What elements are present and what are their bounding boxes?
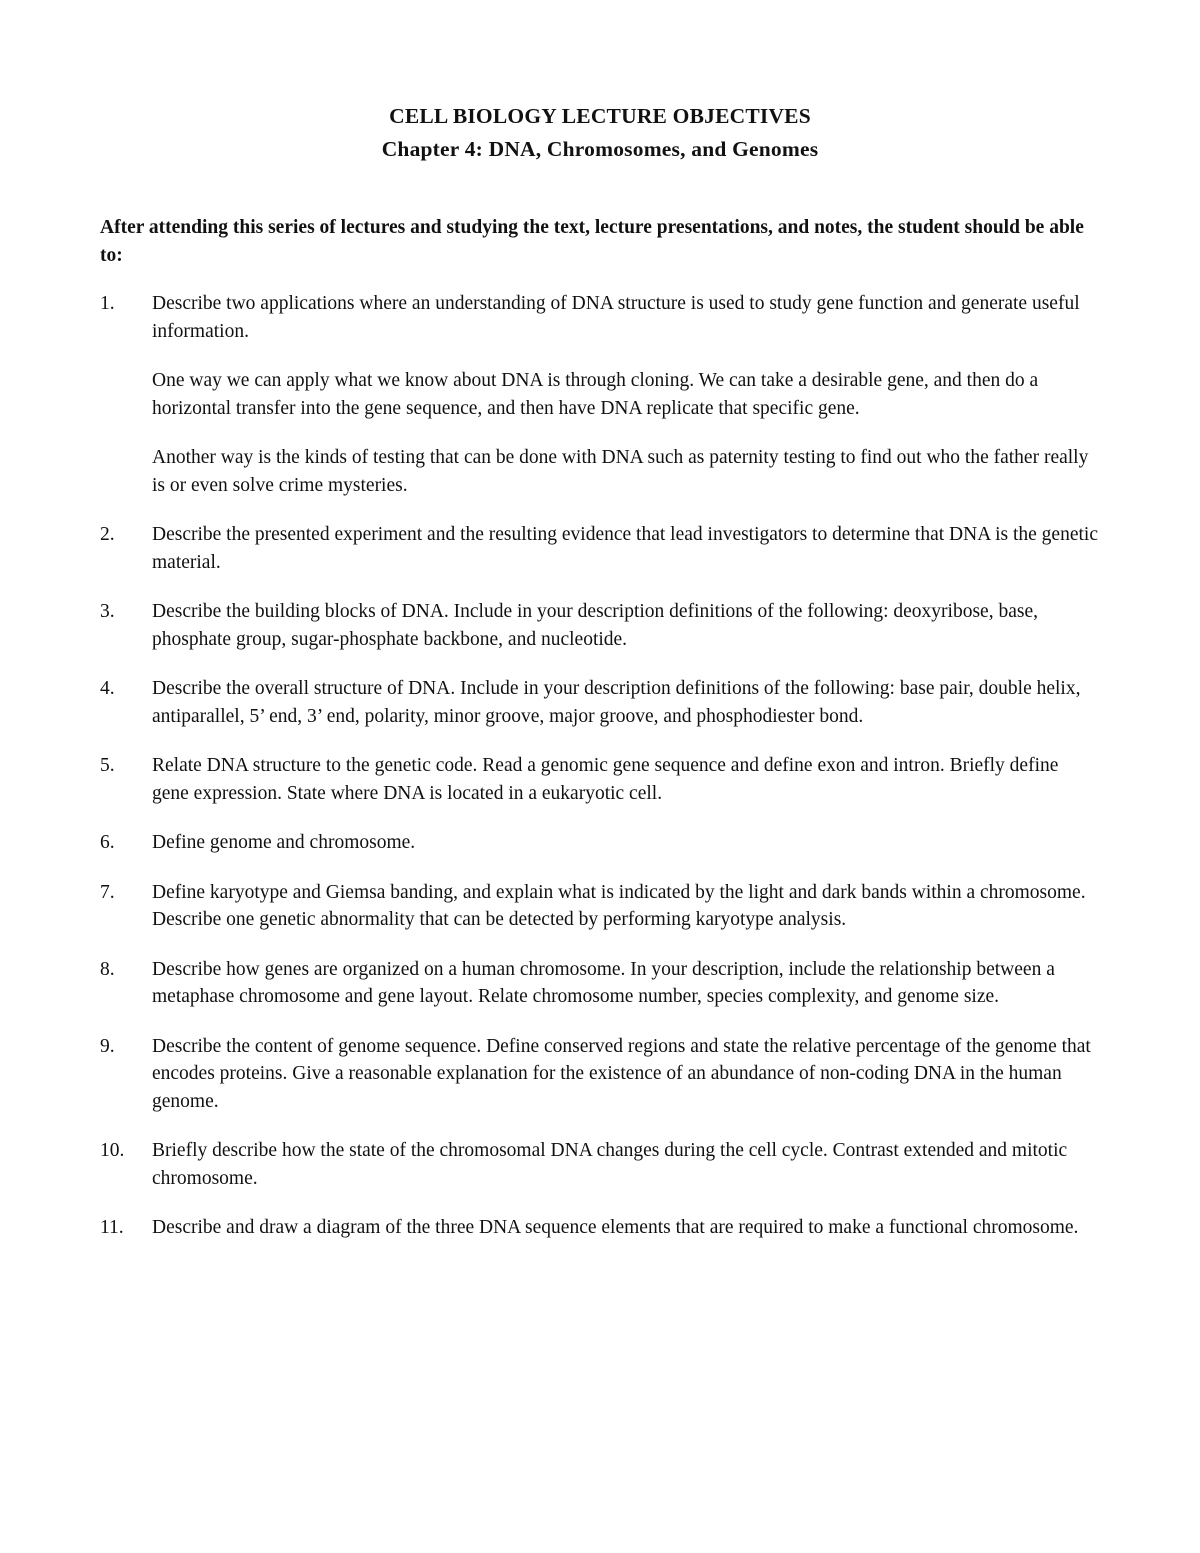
objective-answer: Another way is the kinds of testing that can be done with DNA such as paternity testing to find out who the father really is or even solve crime mysteries. (152, 447, 1089, 496)
objective-text: Define karyotype and Giemsa banding, and explain what is indicated by the light and dark bands within a chromosome. Describe one genetic abnormality that can be detected by performing karyotype analysis. (152, 881, 1086, 930)
chapter-subtitle: Chapter 4: DNA, Chromosomes, and Genomes (381, 137, 819, 161)
objective-number: 3. (100, 601, 115, 622)
objective-text: Relate DNA structure to the genetic code. Read a genomic gene sequence and define exon and intron. Briefly define gene expression. State where DNA is located in a eukaryotic cell. (152, 755, 1059, 804)
objective-item (100, 675, 1100, 730)
objective-number: 10. (100, 1140, 125, 1161)
objective-number: 7. (100, 881, 115, 903)
objective-item (100, 1214, 1100, 1242)
objective-item (100, 752, 1100, 807)
objective-answer: One way we can apply what we know about DNA is through cloning. We can take a desirable gene, and then do a horizontal transfer into the gene sequence, and then have DNA replicate that specific gene. (152, 370, 1039, 419)
objective-number: 5. (100, 755, 115, 776)
objective-text: Describe the building blocks of DNA. Include in your description definitions of the following: deoxyribose, base, phosphate group, sugar-phosphate backbone, and nucleotide. (152, 601, 1038, 650)
objective-number: 2. (100, 524, 115, 545)
objective-number: 6. (100, 832, 115, 853)
objective-item (100, 598, 1100, 653)
objective-item (100, 879, 1100, 934)
header (100, 100, 1100, 166)
document-title: CELL BIOLOGY LECTURE OBJECTIVES (389, 104, 811, 128)
intro-paragraph: After attending this series of lectures and studying the text, lecture presentations, and notes, the student should be able to: (100, 217, 1084, 266)
objective-number: 9. (100, 1035, 115, 1057)
objective-text: Describe the content of genome sequence. Define conserved regions and state the relative percentage of the genome that encodes proteins. Give a reasonable explanation for the existence of an abundance of non-coding DNA in the human genome. (152, 1035, 1091, 1112)
objective-text: Describe the presented experiment and the resulting evidence that lead investigators to determine that DNA is the genetic material. (152, 524, 1098, 573)
objectives-list (100, 290, 1100, 1242)
objective-item (100, 829, 1100, 857)
document-page (100, 100, 1100, 1264)
objective-number: 4. (100, 678, 115, 699)
objective-number: 1. (100, 293, 115, 314)
objective-item (100, 1033, 1100, 1116)
objective-number: 8. (100, 958, 115, 980)
objective-text: Describe two applications where an understanding of DNA structure is used to study gene function and generate useful information. (152, 293, 1080, 342)
objective-text: Describe the overall structure of DNA. Include in your description definitions of the following: base pair, double helix, antiparallel, 5’ end, 3’ end, polarity, minor groove, major groove, and phosphodiester bond. (152, 678, 1081, 727)
objective-item (100, 521, 1100, 576)
objective-item (100, 290, 1100, 499)
objective-text: Briefly describe how the state of the chromosomal DNA changes during the cell cycle. Contrast extended and mitotic chromosome. (152, 1140, 1068, 1189)
objective-number: 11. (100, 1217, 124, 1238)
objective-item (100, 956, 1100, 1011)
objective-item (100, 1137, 1100, 1192)
objective-text: Define genome and chromosome. (152, 832, 416, 853)
objective-text: Describe how genes are organized on a human chromosome. In your description, include the relationship between a metaphase chromosome and gene layout. Relate chromosome number, species complexity, and genome size. (152, 958, 1055, 1007)
objective-text: Describe and draw a diagram of the three DNA sequence elements that are required to make a functional chromosome. (152, 1217, 1079, 1238)
